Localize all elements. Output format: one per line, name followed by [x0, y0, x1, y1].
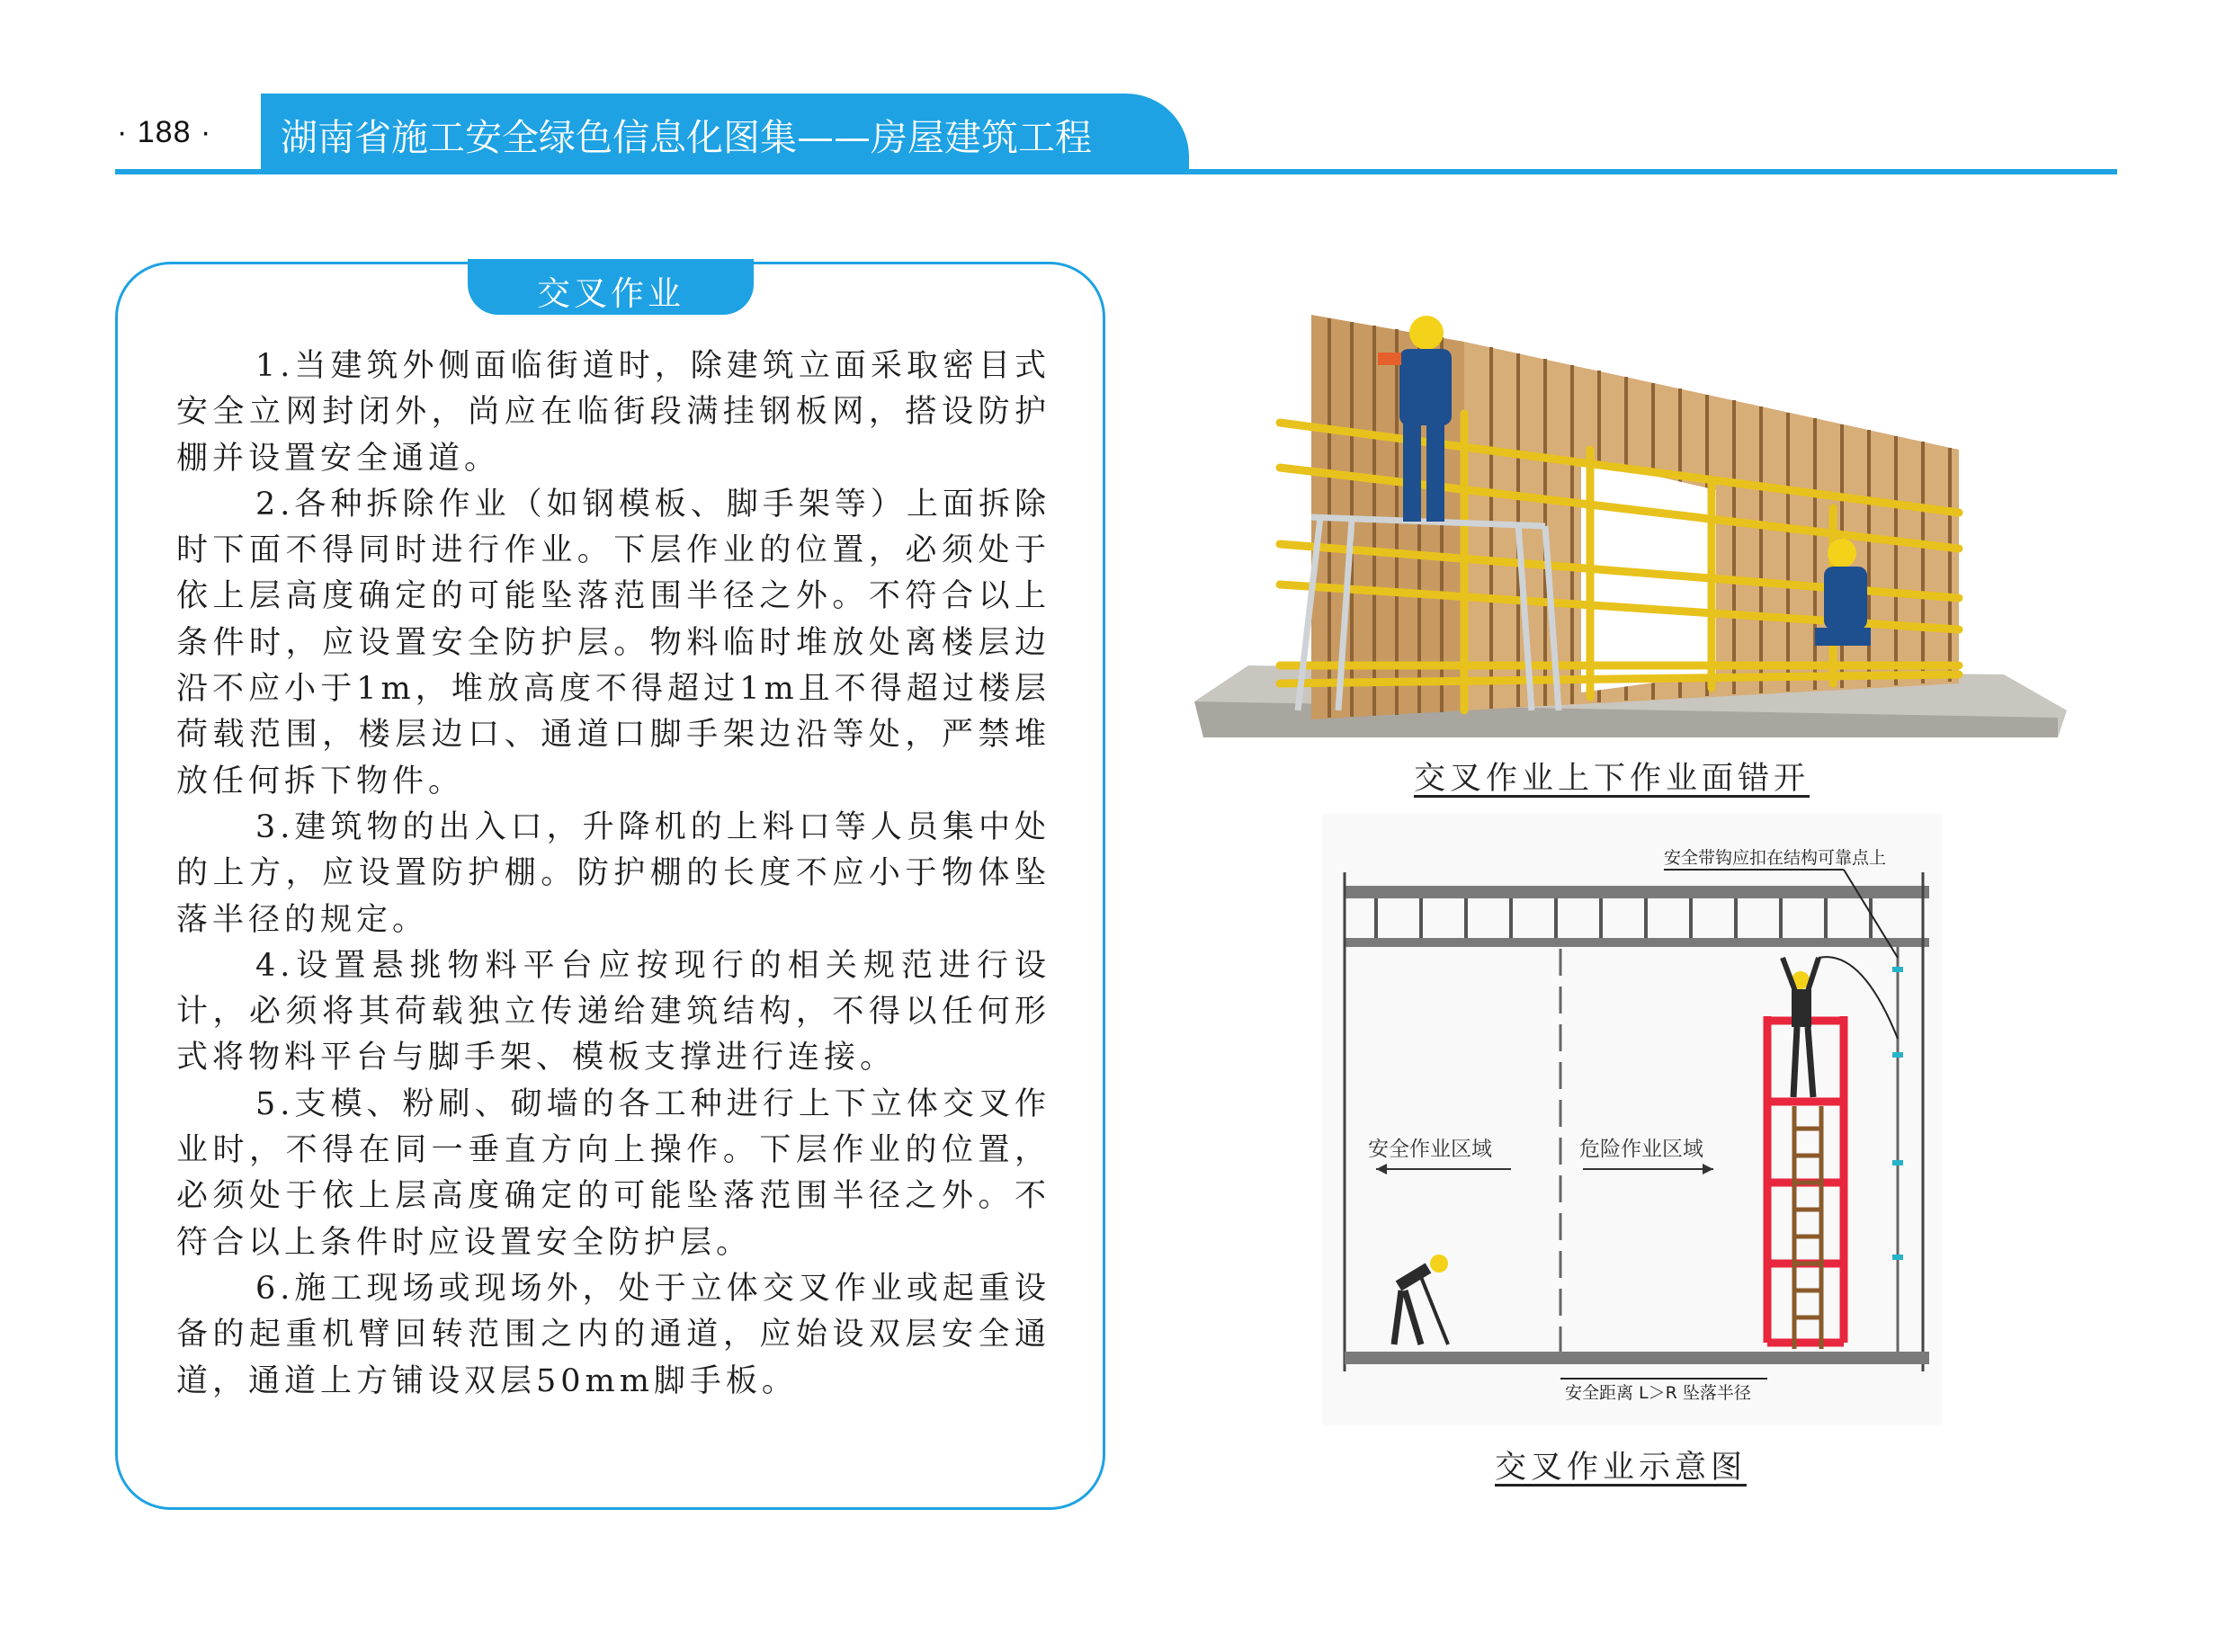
paragraph-6: 6.施工现场或现场外，处于立体交叉作业或起重设备的起重机臂回转范围之内的通道，应始设双层安全通道，通道上方铺设双层50mm脚手板。 — [176, 1270, 1050, 1399]
formwork-illustration — [1194, 288, 2067, 737]
paragraph-5: 5.支模、粉刷、砌墙的各工种进行上下立体交叉作业时，不得在同一垂直方向上操作。下层作业的位置，必须处于依上层高度确定的可能坠落范围半径之外。不符合以上条件时应设置安全防护层。 — [176, 1085, 1050, 1261]
cross-operation-diagram — [1322, 814, 1943, 1425]
page-number: · 188 · — [117, 115, 212, 149]
distance-label: 安全距离 L＞R 坠落半径 — [1565, 1383, 1751, 1403]
paragraph-3: 3.建筑物的出入口，升降机的上料口等人员集中处的上方，应设置防护棚。防护棚的长度不应小于物体坠落半径的规定。 — [176, 808, 1050, 938]
section-body — [176, 344, 1050, 1405]
header-rule — [115, 169, 2117, 174]
paragraph-4: 4.设置悬挑物料平台应按现行的相关规范进行设计，必须将其荷载独立传递给建筑结构，不得以任何形式将物料平台与脚手架、模板支撑进行连接。 — [176, 947, 1050, 1076]
book-title: 湖南省施工安全绿色信息化图集——房屋建筑工程 — [281, 116, 1092, 159]
safe-zone-label: 安全作业区域 — [1368, 1138, 1492, 1161]
hook-note: 安全带钩应扣在结构可靠点上 — [1664, 848, 1887, 868]
header-divider-accent — [261, 94, 264, 169]
header-divider — [248, 94, 261, 169]
diagram-caption: 交叉作业示意图 — [1495, 1450, 1748, 1486]
danger-zone-label: 危险作业区域 — [1579, 1138, 1703, 1161]
section-title: 交叉作业 — [537, 274, 684, 313]
photo-caption: 交叉作业上下作业面错开 — [1414, 761, 1810, 797]
worker-on-ground — [1394, 1255, 1448, 1344]
paragraph-2: 2.各种拆除作业（如钢模板、脚手架等）上面拆除时下面不得同时进行作业。下层作业的位置，必须处于依上层高度确定的可能坠落范围半径之外。不符合以上条件时，应设置安全防护层。物料临时堆放处离楼层边沿不应小于1m，堆放高度不得超过1m且不得超过楼层荷载范围，楼层边口、通道口脚手架边沿等处，严禁堆放任何拆下物件。 — [176, 486, 1050, 799]
paragraph-1: 1.当建筑外侧面临街道时，除建筑立面采取密目式安全立网封闭外，尚应在临街段满挂钢板网，搭设防护棚并设置安全通道。 — [176, 348, 1050, 477]
